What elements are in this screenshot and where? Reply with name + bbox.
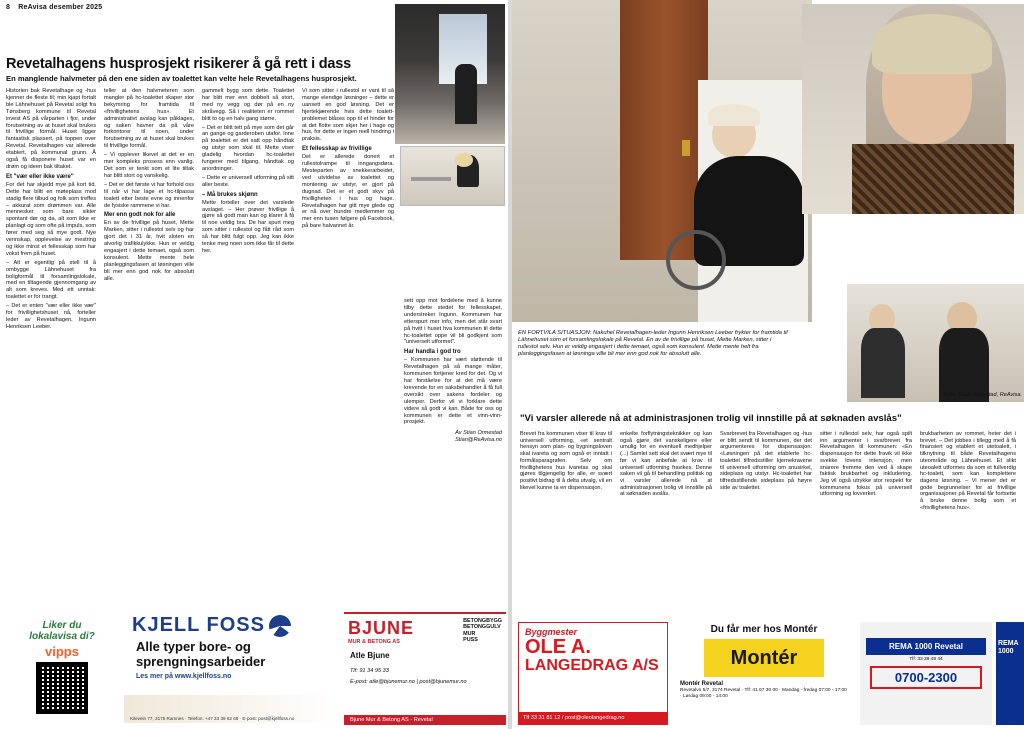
monter-store-name: Montér Revetal xyxy=(680,681,724,687)
subheading: Et "vær eller ikke være" xyxy=(6,173,74,180)
subheading: – Må brukes skjønn xyxy=(202,191,258,198)
paragraph: Det er allerede donert et rullestolrampe til inngangsdøra. Mesteparten av snekkerarbeidet, ved utvidelse av toalettet og montering av utstyr, er gjort på dugnad. Det er et godt skyv på frivilligheten i hus og hage. Revetalhagen har gitt mye glede og er nå over hundre medlemmer og mer enn tusen følgere på Facebook, på bare halvannet år. xyxy=(302,154,394,230)
photo-door-opening xyxy=(395,4,505,144)
ad-kjell-foss xyxy=(124,612,340,725)
article-column-2 xyxy=(104,88,194,623)
ole-a-name: OLE A. xyxy=(525,636,591,658)
paragraph: – Det er enten "vær eller ikke vær" for frivillighetshuset nå, forteller leder av Revetalhagen, Ingunn Henriksen Leeber. xyxy=(6,303,96,330)
photo-credit: Foto: Stian Ormestad, ReAvisa. xyxy=(943,392,1022,398)
vipps-logo: vipps xyxy=(45,644,79,659)
paragraph: En av de frivillige på huset, Mette Marken, sitter i rullestol selv og har gjort det i 31 år, hvit sloten en alvorlig trafikkulykke. Hun er veldig engasjert i dette temaet, også som konsulent. Mette mente hele planleggingsfasen at løsningen ville bli mer enn god nok for absolutt alle. xyxy=(104,220,194,282)
monter-address: Revetalvn 5/7, 3174 Revetal · Tlf: 41 67 30 00 · Mandag - fredag 07:00 - 17:00 · Lørdag 09:00 - 14:00 xyxy=(680,688,847,699)
vipps-text-line2: lokalavisa di? xyxy=(29,631,95,642)
ole-a-top: Byggmester xyxy=(525,627,578,637)
paragraph: – Det er det første vi har forhold oss til når vi har lage et hc-tilpassa toalett etter beste evne og innenfor de fysiske rammene vi har. xyxy=(104,181,194,209)
paragraph: – Vi opplever likevel at det er en mer kompleks prosess enn vanlig. Det som er tenkt som et lite tiltak har blitt stort og vanskelig. xyxy=(104,152,194,179)
article-ingress: En manglende halvmeter på den ene siden av toalettet kan velte hele Revetalhagens husprosjekt. xyxy=(6,74,357,83)
paragraph: Historien bak Revetalhage og -hus kjenner de fleste til; min kjapt fortalt ble Lähnehuset på Revetal solgt fra Tønsberg kommune til Revetal invest AS på vårparten i fjor, under forutsetning av at huset skal brukes til frivillige formål. Huset ligger fantastisk plassert, på toppen over Revetal. Revetalhagen var allerede etablert, på kommunal grunn. Å også få disponere huset var en drøm og ideen bak tiltaket. xyxy=(6,88,96,170)
paragraph: – Kommunen har vært støttende til Revetalhagen på så mange måter, kommunen fortjener kred for det. Og vi har forståelse for at det må være krevende for en saksbehandler å få full oversikt over sakens fordeler og ulemper. Derfor vil vi forklare dette videre så godt vi kan. Både for oss og kommunen er dette et vinn-vinn-prosjekt. xyxy=(404,357,502,426)
sidebar-column-2 xyxy=(620,431,712,616)
paragraph: – Dette er universell utforming på sitt aller beste. xyxy=(202,174,294,188)
photo-main-wheelchair xyxy=(512,0,812,322)
paragraph: sitter i rullestol selv, har også spilt inn argumenter i svarbrevet fra Revetalhagen til kommunen: «En dispensasjon for dette fravik vil ikke svekke lovens intensjon, men snarere fremme den ved å skape faktisk brukbarhet og inkludering. Jeg vil også utrykke stor respekt for kommunens fokus på universell utforming og lovverket. xyxy=(820,431,912,498)
subheading: Har handla i god tro xyxy=(404,349,461,356)
sidebar-column-5 xyxy=(920,431,1016,616)
photo-woman-sweater xyxy=(802,4,1024,214)
left-page xyxy=(0,0,508,729)
article-column-1 xyxy=(6,88,96,623)
rema-logo: REMA 1000 Revetal xyxy=(866,638,986,655)
vipps-text-line1: Liker du xyxy=(42,620,82,631)
ad-rema-1000 xyxy=(860,622,992,725)
ole-a-name-2: LANGEDRAG A/S xyxy=(525,657,659,674)
paragraph: brukbarheten av rommet, heter det i brevet. – Det jobbes i tillegg med å få finansiert og etablert et utetoalett, i tilknytning til både Revetalhagens uteområde og Lähnehuset. Et slikt uteoalett utformes da som et fullverdig hc-toalett, som kan komplettere dagens løsning. – Vi mener det er gode begrunnelser for at frivillige organisasjoner på Revetal får fortsette å bruke denne bolig som et «frivillighetens hus». xyxy=(920,431,1016,511)
sidebar-headline: "Vi varsler allerede nå at administrasjonen trolig vil innstille på at søknaden avslås" xyxy=(520,413,902,424)
ad-vipps xyxy=(6,620,118,725)
qr-code-icon xyxy=(36,662,88,714)
bjune-contact-person: Atle Bjune xyxy=(350,651,390,660)
photo-toilet-handrail xyxy=(400,146,505,206)
paragraph: sett opp mot fordelene med å kunne tilby dette stedet for fellesskapet, understreker Ingunn. Kommunen har etterspurt mer info, men det står svart på hvitt i huset hva kommunen til dette hc-toalettet oppe vil bli godkjent som "universelt utformet". xyxy=(404,298,502,346)
paragraph: Vi som sitter i rullestol er vant til så mange elendige løsninger – dette er uansett en god løsning. Det er hjertekjærende hvis dette toalett-problemet blåses opp til et hinder for at det flotte som skjer her i hage og hus, for dette er ingen reell hindring i praksis. xyxy=(302,88,394,143)
article-headline: Revetalhagens husprosjekt risikerer å gå rett i dass xyxy=(6,56,352,72)
article-column-3 xyxy=(202,88,294,623)
kjell-foss-tagline-1: Alle typer bore- og xyxy=(136,639,251,654)
rema-logo-partial: REMA 1000 xyxy=(998,640,1019,655)
page-number: 8 xyxy=(6,4,11,11)
paragraph: Mette forteller over det varslede avslaget. – Her prøver frivillige å gjøre så godt man kan og klarer å få til noe veldig bra. De har spurt meg som sitter i rullestol og fått råd som så har blitt fulgt opp. Jeg kan ikke tenke meg noen som ikke får til dette her. xyxy=(202,199,294,254)
bjune-service: MUR xyxy=(463,630,476,637)
rema-phone: 0700-2300 xyxy=(870,666,982,689)
kjell-foss-contact: Kilevein 77, 3175 Ramnes · Telefon: +47 33 39 62 66 · E-post: post@kjellfoss.no xyxy=(130,716,295,721)
ad-ole-a-langedrag xyxy=(518,622,668,725)
article-column-4 xyxy=(302,88,394,623)
ad-bjune xyxy=(344,612,506,725)
bjune-subtitle: MUR & BETONG AS xyxy=(348,639,400,645)
sidebar-body xyxy=(520,431,1020,616)
byline xyxy=(404,430,502,444)
bjune-logo: BJUNE xyxy=(348,618,415,638)
paragraph: For det har skjedd mye på kort tid. Dette har blitt en møteplass mod stadig flere tilbud og folk som treffes – akkurat som drømmen var. Alle mennesker som bare sikter spontant dør og da, alt som ikke er planlagt og som ofte på impuls, som fører med seg så mye godt. Nye vennskap, opplevelse av mestring og ikke minst et fellesskap som har vokst frem på huset. xyxy=(6,181,96,257)
kjell-foss-logo: KJELL FOSS xyxy=(132,614,265,636)
right-page xyxy=(512,0,1024,729)
bjune-service: BETONGBYGG xyxy=(463,618,502,624)
byline-email: Stian@ReAvisa.no xyxy=(455,437,502,444)
ad-monter xyxy=(674,622,854,725)
bjune-footer: Bjune Mur & Betong AS - Revetal xyxy=(344,715,506,725)
subheading: Et fellesskap av frivillige xyxy=(302,146,372,153)
paragraph: – Alt er egentlig på stell til å ombygge Lähnehuset fra boligformål til forsamlingslokale, med en tiltagende gjennomgang av alt som kreves. Med ett unntak: toalettet er for trangt. xyxy=(6,259,96,301)
ad-rema-1000-partial xyxy=(996,622,1024,725)
ole-a-contact: Tlf 33 31 81 12 / post@oleolangedrag.no xyxy=(519,712,668,724)
paragraph: teller at den halvmeteren som mangler på hc-toalettet skaper stor bekymring for framtida til «frivillighetens hus». Et administrativt avslag kan påklages, og saken havner da på våre forkontorer til noen, under forutsetning av at huset skal brukes til frivillige formål. xyxy=(104,88,194,150)
photo-caption: EN FORTVILA SITUASJON: Nakuhel Revetalhagen-leder Ingunn Henriksen Leeber frykter for framtida til Lähnehuset som et forsamlingslokale på Revetal. En av de frivillige på huset, Mette Marken, sitter i rullestol selv. Hun er veldig engasjert i dette temaet, også som konsulent. Mette mente helt fra planleggingsfasen at løsninga ville bli mer enn god nok for absolutt alle. xyxy=(518,330,788,357)
rema-tel: Tlf: 33 39 48 44 xyxy=(909,657,943,662)
sidebar-column-4 xyxy=(820,431,912,616)
monter-top: Du får mer hos Montér xyxy=(710,624,818,635)
kjell-foss-tagline-2: sprengningsarbeider xyxy=(136,654,266,669)
bjune-service: BETONGGULV xyxy=(463,624,501,631)
page-header xyxy=(6,4,108,11)
subheading: Mer enn godt nok for alle xyxy=(104,212,176,219)
bjune-service: PUSS xyxy=(463,637,478,644)
byline-name: Av Stian Ormestad xyxy=(455,430,502,437)
paragraph: gammelt bygg som dette. Toalettet har blitt mer enn dobbelt så stort, med ny vegg og dør på en ny skråvegg. Så i realiteten er rommet blitt to og en halv gang større. xyxy=(202,88,294,122)
monter-logo: Montér xyxy=(730,646,798,669)
sidebar-column-3 xyxy=(720,431,812,616)
shell-icon xyxy=(269,615,291,637)
bjune-email: E-post: atle@bjunemur.no | post@bjunemur.no xyxy=(350,679,467,685)
kjell-foss-website: Les mer på www.kjellfoss.no xyxy=(136,673,232,680)
paragraph: enkelte forflytningsteknikker og kan også gjøre det vanskeligere eller umulig for en eventuell medhjelper (...) Samlet sett skal det svært mye til før vi kan anbefale at krav til universell utforming fravikes. Denne saken vil gå til behandling politisk og vi varsler allerede nå at administrasjonen trolig vil innstille på at søknaden avslås. xyxy=(620,431,712,498)
paragraph: Svarbrevet fra Revetalhagen og -hus er blitt sendt til kommunen, der det argumenteres for dispensasjon: «Løsningen på det etablerte hc-toalettet tilfredsstiller kjernekravene til universell utforming om snusirkel, sideplass og utstyr. Hc-toalettet har tilfredsstillende sideplass på høyre side av toalettet. xyxy=(720,431,812,491)
paragraph: – Det er blitt tett på mye som det går an gange og garderoben utafor. Inne på toalettet er det satt opp håndtak og utstyr som skal til. Mette viser gladelig hvordan hc-toalettet fungerer med tilgang, håndtak og anordninger. xyxy=(202,124,294,172)
article-column-5 xyxy=(404,298,502,623)
paragraph: Brevet fra kommunen viser til krav til universell utforming, «et sentralt hensyn som plan- og bygningsloven skal ivareta og som også er inntatt i formålsparagrafen. Selv om frivillighetens hus ivaretas og skal gjøres tilgjengelig for alle, er svært positivt bidrag til å delta utvalg, vil en likevel kunne ta en dispensasjon. xyxy=(520,431,612,491)
bjune-phone: Tlf: 91 34 95 33 xyxy=(350,668,389,674)
publication-name: ReAvisa desember 2025 xyxy=(18,4,103,11)
sidebar-column-1 xyxy=(520,431,612,616)
photo-two-women-table xyxy=(847,284,1024,402)
